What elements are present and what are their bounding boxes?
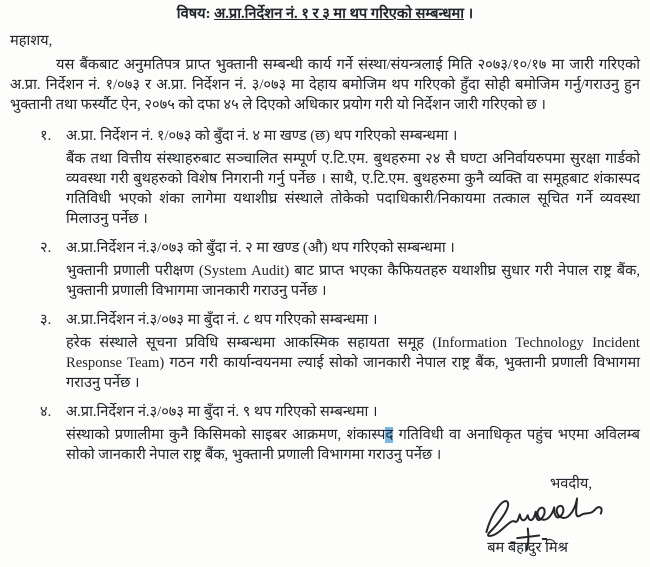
item-body: हरेक संस्थाले सूचना प्रविधि सम्बन्धमा आकस्मिक सहायता समूह (Information Technology Incident Response Team) गठन गरी कार्यान्वयनमा ल्याई सोको जानकारी नेपाल राष्ट्र बैंक, भुक्तानी प्रणाली विभागमा गराउनु पर्नेछ । bbox=[66, 335, 640, 391]
closing-valediction: भवदीय, bbox=[549, 476, 592, 492]
item-body-text: गतिविधी वा अनाधिकृत पहुंच भएमा अविलम्ब सोको जानकारी नेपाल राष्ट्र बैंक, भुक्तानी प्रणाली विभागमा गराउनु पर्नेछ । bbox=[66, 427, 640, 463]
item-number: १. bbox=[40, 128, 52, 144]
item-heading: अ.प्रा.निर्देशन नं.३/०७३ को बुँदा नं. २ मा खण्ड (औ) थप गरिएको सम्बन्धमा । bbox=[66, 240, 455, 256]
directive-item-1-heading-row bbox=[10, 126, 640, 146]
item-heading: अ.प्रा.निर्देशन नं.३/०७३ मा बुँदा नं. ८ थप गरिएको सम्बन्धमा । bbox=[66, 312, 378, 328]
directive-item-4-heading-row bbox=[10, 402, 640, 422]
item-number: ३. bbox=[40, 312, 52, 328]
item-body: बैंक तथा वित्तीय संस्थाहरुबाट सञ्चालित सम्पूर्ण ए.टि.एम. बुथहरुमा २४ सै घण्टा अनिर्वायरुपमा सुरक्षा गार्डको व्यवस्था गरी बुथहरुको विशेष निगरानी गर्नु पर्नेछ । साथै, ए.टि.एम. बुथहरुमा कुनै व्यक्ति वा समूहबाट शंकास्पद गतिविधी भएको शंका लागेमा यथाशीघ्र संस्थाले तोकेको पदाधिकारी/निकायमा तत्काल सूचित गर्ने व्यवस्था मिलाउनु पर्नेछ । bbox=[66, 151, 640, 227]
directive-item-2 bbox=[10, 238, 640, 301]
subject-label: विषय: bbox=[176, 6, 211, 22]
intro-paragraph: यस बैंकबाट अनुमतिपत्र प्राप्त भुक्तानी सम्बन्धी कार्य गर्ने संस्था/संयन्त्रलाई मिति २०७३/१०/१७ मा जारी गरिएको अ.प्रा. निर्देशन नं. १/०७३ र अ.प्रा. निर्देशन नं. ३/०७३ मा देहाय बमोजिम थप गरिएको हुँदा सोही बमोजिम गर्नु/गराउनु हुन भुक्तानी तथा फर्स्यौट ऐन, २०७५ को दफा ४५ ले दिएको अधिकार प्रयोग गरी यो निर्देशन जारी गरिएको छ । bbox=[10, 57, 640, 113]
item-number: ४. bbox=[40, 404, 52, 420]
subject-text: अ.प्रा.निर्देशन नं. १ र ३ मा थप गरिएको सम्बन्धमा bbox=[214, 6, 464, 22]
directive-item-4 bbox=[10, 402, 640, 465]
item-body bbox=[66, 425, 640, 465]
item-heading: अ.प्रा. निर्देशन नं. १/०७३ को बुँदा नं. ४ मा खण्ड (छ) थप गरिएको सम्बन्धमा । bbox=[66, 128, 458, 144]
item-heading: अ.प्रा.निर्देशन नं.३/०७३ मा बुँदा नं. ९ थप गरिएको सम्बन्धमा । bbox=[66, 404, 378, 420]
directive-item-3-heading-row bbox=[10, 310, 640, 330]
directive-item-2-heading-row bbox=[10, 238, 640, 258]
item-body-text: संस्थाको प्रणालीमा कुनै किसिमको साइबर आक्रमण, शंकास्प bbox=[66, 427, 386, 443]
item-number: २. bbox=[40, 240, 52, 256]
subject-line bbox=[10, 4, 640, 24]
selection-highlight: द bbox=[385, 427, 394, 443]
item-body: भुक्तानी प्रणाली परीक्षण (System Audit) बाट प्राप्त भएका कैफियतहरु यथाशीघ्र सुधार गरी नेपाल राष्ट्र बैंक, भुक्तानी प्रणाली विभागमा जानकारी गराउनु पर्नेछ । bbox=[66, 263, 640, 299]
directive-item-3 bbox=[10, 310, 640, 393]
salutation: महाशय, bbox=[10, 33, 53, 49]
directive-item-1 bbox=[10, 126, 640, 229]
signatory-name: बम बहादुर मिश्र bbox=[487, 540, 568, 556]
subject-terminator: । bbox=[464, 6, 474, 22]
